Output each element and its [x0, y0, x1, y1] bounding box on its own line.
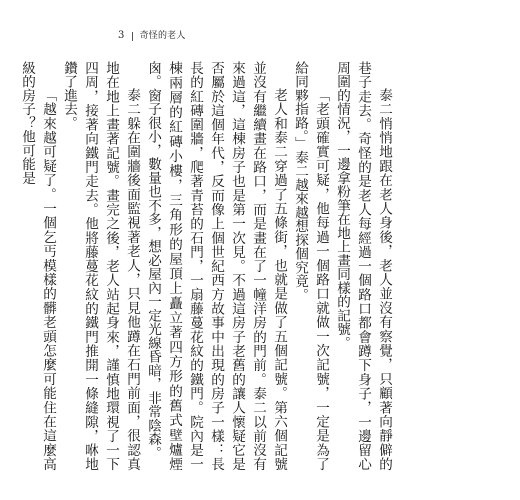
header-divider — [132, 32, 133, 41]
paragraph: 泰二躲在圍牆後面監視著老人，只見他蹲在石門前面，很認真地在地上畫著記號。畫完之後，老人站起身來，謹慎地環視了一下四周，接著向鐵門走去。他將藤蔓花紋的鐵門推開一條縫隙，咻地鑽了進去。 — [61, 61, 140, 471]
paragraph: 「老頭確實可疑，他每過一個路口就做一次記號，一定是為了給同夥指路。」泰二越來越想探個究竟。 — [292, 61, 329, 471]
page-number: 3 — [118, 30, 125, 41]
paragraph: 「越來越可疑了。一個乞丐模樣的髒老頭怎麼可能住在這麼高級的房子？他可能是 — [19, 61, 56, 471]
vertical-body-text — [19, 61, 394, 471]
paragraph: 老人和泰二穿過了五條街，也就是做了五個記號。第六個記號並沒有繼續畫在路口，而是畫在了一幢洋房的門前。泰二以前沒有來過這，這棟房子也是第一次見。不過這房子老舊的讓人懷疑它是否屬於這個年代，反而像上個世紀西方故事中出現的房子一樣：長長的紅磚圍牆，爬著青苔的石門，一扇藤蔓花紋的鐵門。院內是一棟兩層的紅磚小樓，三角形的屋頂上矗立著四方形的舊式壁爐煙囪。窗子很小，數量也不多，想必屋內一定光線昏暗，非常陰森。 — [145, 61, 287, 471]
running-header — [118, 27, 186, 45]
paragraph: 泰二悄悄地跟在老人身後，老人並沒有察覺，只顧著向靜僻的巷子走去。奇怪的是老人每經過一個路口都會蹲下身子，一邊留心周圍的情況，一邊拿粉筆在地上畫同樣的記號。 — [334, 61, 392, 471]
book-title: 奇怪的老人 — [139, 31, 186, 41]
